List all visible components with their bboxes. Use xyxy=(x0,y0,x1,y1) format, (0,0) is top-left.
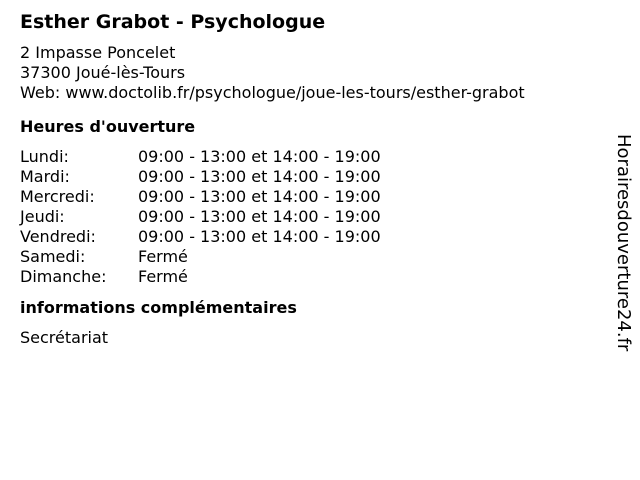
page-title: Esther Grabot - Psychologue xyxy=(20,11,326,33)
site-watermark: Horairesdouverture24.fr xyxy=(613,134,634,352)
hours-day: Jeudi: xyxy=(20,207,65,226)
website-link[interactable]: Web: www.doctolib.fr/psychologue/joue-les-tours/esther-grabot xyxy=(20,83,525,102)
hours-row-tuesday xyxy=(20,167,600,187)
hours-row-friday xyxy=(20,227,600,247)
address-street: 2 Impasse Poncelet xyxy=(20,43,176,62)
hours-row-monday xyxy=(20,147,600,167)
hours-time: Fermé xyxy=(138,267,188,286)
hours-row-wednesday xyxy=(20,187,600,207)
hours-day: Samedi: xyxy=(20,247,86,266)
hours-day: Mardi: xyxy=(20,167,70,186)
address-block xyxy=(20,43,600,103)
hours-time: 09:00 - 13:00 et 14:00 - 19:00 xyxy=(138,147,381,166)
listing-card xyxy=(20,10,600,348)
opening-hours-heading: Heures d'ouverture xyxy=(20,117,196,136)
hours-row-thursday xyxy=(20,207,600,227)
hours-row-sunday xyxy=(20,267,600,287)
hours-time: 09:00 - 13:00 et 14:00 - 19:00 xyxy=(138,207,381,226)
hours-day: Mercredi: xyxy=(20,187,95,206)
additional-info-text: Secrétariat xyxy=(20,328,109,347)
opening-hours-table xyxy=(20,147,600,287)
hours-time: 09:00 - 13:00 et 14:00 - 19:00 xyxy=(138,187,381,206)
hours-time: 09:00 - 13:00 et 14:00 - 19:00 xyxy=(138,167,381,186)
hours-day: Lundi: xyxy=(20,147,69,166)
hours-day: Dimanche: xyxy=(20,267,107,286)
hours-day: Vendredi: xyxy=(20,227,96,246)
hours-time: Fermé xyxy=(138,247,188,266)
hours-time: 09:00 - 13:00 et 14:00 - 19:00 xyxy=(138,227,381,246)
address-city: 37300 Joué-lès-Tours xyxy=(20,63,186,82)
hours-row-saturday xyxy=(20,247,600,267)
additional-info-heading: informations complémentaires xyxy=(20,298,297,317)
